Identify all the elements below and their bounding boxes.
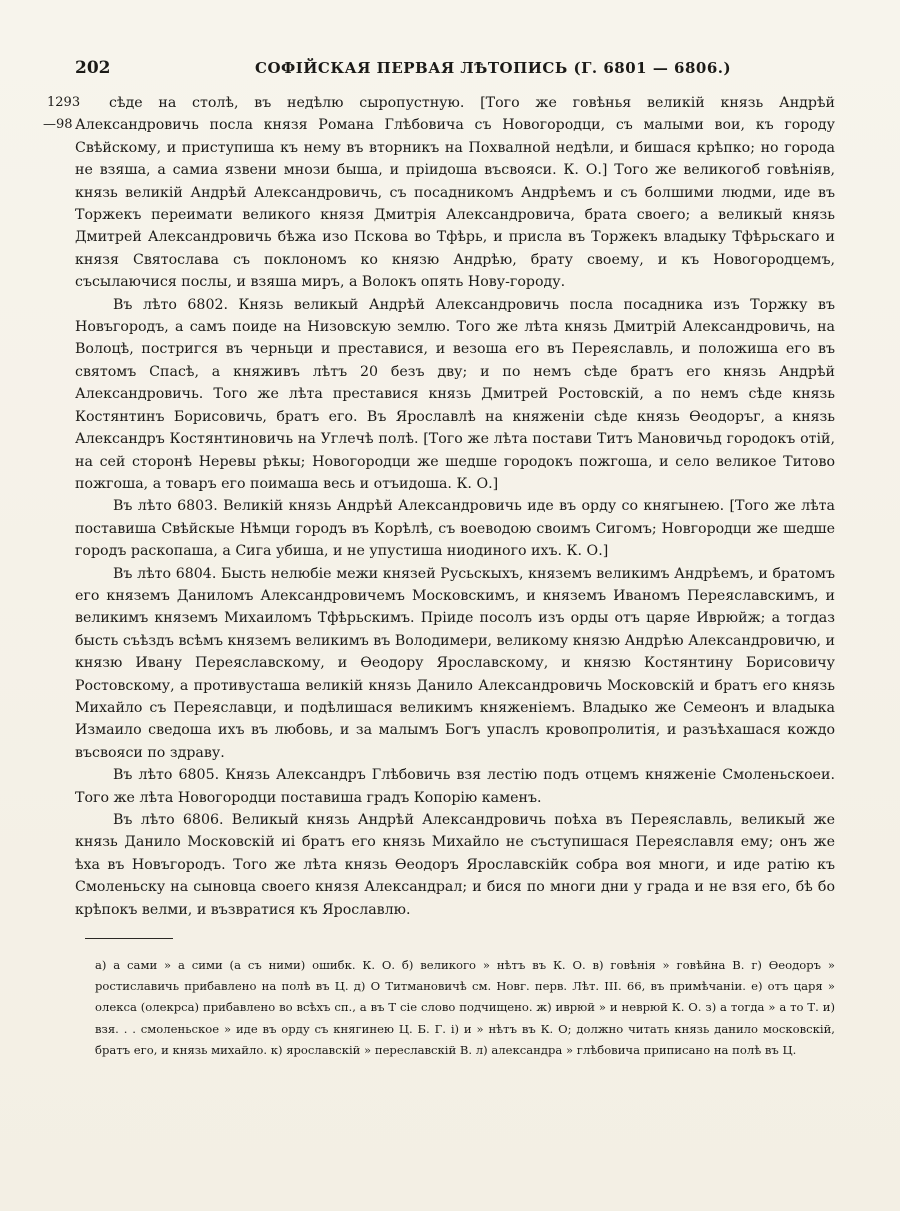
main-text [75,92,835,921]
footnote-divider [85,938,173,939]
footnotes [95,955,835,1061]
margin-years: 1293 [47,95,81,110]
page-header [75,58,835,86]
paragraph-6804: Въ лѣто 6804. Бысть нелюбіе межи князей Русьскыхъ, княземъ великимъ Андрѣемъ, и братомъ его княземъ Даниломъ Александровичемъ Московскимъ, и княземъ Иваномъ Переяславскимъ, и великимъ княземъ Михаиломъ Тфѣрьскимъ. Пріиде посолъ изъ орды отъ царяе Иврюйж; а тогдаз бысть съѣздъ всѣмъ княземъ великимъ въ Володимери, великому князю Андрѣю Александровичю, и князю Ивану Переяславскому, и Өеодору Ярославскому, и князю Костянтину Борисовичу Ростовскому, а противусташа великій князь Данило Александровичь Московскій и братъ его князь Михайло съ Переяславци, и подѣлишася великимъ княженіемъ. Владыко же Семеонъ и владыка Измаило сведоша ихъ въ любовь, и за малымъ Богъ упаслъ кровопролитія, и разъѣхашася кождо въсвояси по здраву. [75,565,835,761]
paragraph-6802: Въ лѣто 6802. Князь великый Андрѣй Александровичь посла посадника изъ Торжку въ Новъгородъ, а самъ поиде на Низовскую землю. Того же лѣта князь Дмитрій Александровичь, на Волоцѣ, постригся въ черньци и преставися, и везоша его въ Переяславль, и положиша его въ святомъ Спасѣ, а княживъ лѣтъ 20 безъ дву; и по немъ сѣде братъ его князь Андрѣй Александровичь. Того же лѣта преставися князь Дмитрей Ростовскій, а по немъ сѣде князь Костянтинъ Борисовичь, братъ его. Въ Ярославлѣ на княженіи сѣде князь Өеодоръг, а князь Александръ Костянтиновичь на Углечѣ полѣ. [Того же лѣта постави Титъ Мановичьд городокъ отій, на сей сторонѣ Неревы рѣкы; Новогородци же шедше городокъ пожгоша, и село великое Титово пожгоша, а товаръ его поимаша весь и отъидоша. К. О.] [75,296,835,492]
paragraph-6803: Въ лѣто 6803. Великій князь Андрѣй Александровичь иде въ орду со княгынею. [Того же лѣта поставиша Свѣйскые Нѣмци городъ въ Корѣлѣ, съ воеводою своимъ Сигомъ; Новгородци же шедше городъ раскопаша, а Сига убиша, и не упустиша ниодиного ихъ. К. О.] [75,498,835,560]
paragraph-6806: Въ лѣто 6806. Великый князь Андрѣй Александровичь поѣха въ Переяславль, великый же князь Данило Московскій иі братъ его князь Михайло не съступишася Переяславля ему; онъ же ѣха въ Новъгородъ. Того же лѣта князь Өеодоръ Ярославскійк собра воя многи, и иде ратію къ Смоленьску на сыновца своего князя Александрал; и бися по многи дни у града и не взя его, бѣ бо крѣпокъ велми, и възвратися къ Ярославлю. [75,812,835,918]
page-number: 202 [75,58,111,78]
paragraph-1: сѣде на столѣ, въ недѣлю сыропустную. [Того же говѣнья великій князь Андрѣй Александровичь посла князя Романа Глѣбовича съ Новогородци, съ малыми вои, къ городу Свѣйскому, и приступиша къ нему въ вторникъ на Похвалной недѣли, и бишася крѣпко; но города не взяша, а самиа язвени мнози быша, и пріидоша въсвояси. К. О.] Того же великогоб говѣніяв, князь великій Андрѣй Александровичь, съ посадникомъ Андрѣемъ и съ болшими людми, иде въ Торжекъ переимати великого князя Дмитрія Александровича, брата своего; а великый князь Дмитрей Александровичь бѣжа изо Пскова во Тфѣрь, и присла въ Торжекъ владыку Тфѣрьскаго и князя Святослава съ поклономъ ко князю Андрѣю, брату своему, и къ Новогородцемъ, съсылаючися послы, и взяша миръ, а Волокъ опять Нову-городу. [75,95,835,291]
paragraph-6805: Въ лѣто 6805. Князь Александръ Глѣбовичь взя лестію подъ отцемъ княженіе Смоленьскоеи. Того же лѣта Новогородци поставиша градъ Копорію каменъ. [75,767,835,806]
margin-range-end: —98 [43,117,73,133]
footnote-block: а) а сами » а сими (а съ ними) ошибк. К. О. б) великого » нѣтъ въ К. О. в) говѣнія » говѣйна В. г) Өеодоръ » ростиславичь прибавлено на полѣ въ Ц. д) О Титмановичѣ см. Новг. перв. Лѣт. III. 66, въ примѣчаніи. е) отъ царя » олекса (олекрса) прибавлено во всѣхъ сп., а въ Т сіе слово подчищено. ж) иврюй » и неврюй К. О. з) а тогда » а то Т. и) взя. . . смоленьское » иде въ орду съ княгинею Ц. Б. Г. і) и » нѣтъ въ К. О; должно читать князь данило московскій, братъ его, и князь михайло. к) ярославскій » переславскій В. л) александра » глѣбовича приписано на полѣ въ Ц. [95,958,835,1057]
running-title: СОФІЙСКАЯ ПЕРВАЯ ЛѢТОПИСЬ (Г. 6801 — 6806.) [255,59,732,77]
